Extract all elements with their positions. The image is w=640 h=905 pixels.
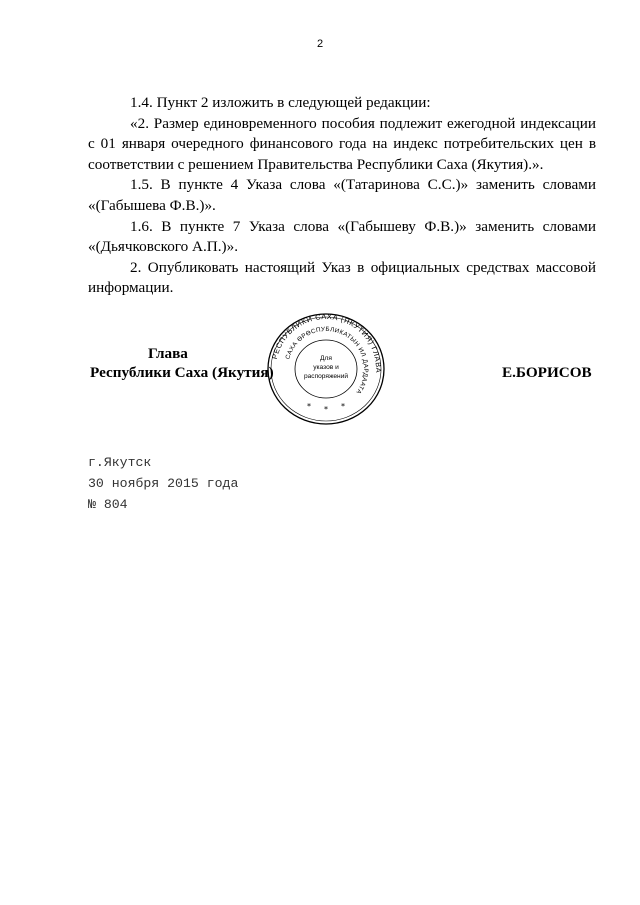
paragraph-1-6: 1.6. В пункте 7 Указа слова «(Габышеву Ф.В.)» заменить словами «(Дьячковского А.П.)».	[88, 217, 596, 256]
seal-center-line2: указов и	[313, 364, 339, 371]
decree-body	[88, 93, 596, 299]
issue-city: г.Якутск	[88, 455, 152, 470]
paragraph-1-5: 1.5. В пункте 4 Указа слова «(Татаринова С.С.)» заменить словами «(Габышева Ф.В.)».	[88, 176, 596, 214]
signatory-title-line2: Республики Саха (Якутия)	[90, 364, 274, 381]
seal-center-line3: распоряжений	[303, 373, 349, 380]
seal-star-right-icon: *	[341, 402, 345, 411]
page-number: 2	[316, 38, 324, 50]
decree-metadata	[88, 452, 238, 515]
seal-star-center-icon: *	[324, 405, 328, 414]
seal-inner-text: САХА ӨРӨСПУБЛИКАТЫН ИЛ ДАРДААТА	[284, 325, 370, 396]
paragraph-2-publish: 2. Опубликовать настоящий Указ в официальных средствах массовой информации.	[88, 258, 596, 297]
official-seal-stamp	[260, 311, 392, 427]
decree-number: № 804	[88, 497, 128, 512]
paragraph-1-4: 1.4. Пункт 2 изложить в следующей редакции:	[130, 94, 431, 111]
issue-date: 30 ноября 2015 года	[88, 476, 239, 491]
signatory-title	[90, 344, 274, 382]
seal-outer-text: РЕСПУБЛИКИ САХА (ЯКУТИЯ) ГЛАВА	[270, 311, 384, 374]
seal-star-left-icon: *	[307, 402, 311, 411]
signatory-name: Е.БОРИСОВ	[502, 364, 592, 381]
paragraph-quote-2: «2. Размер единовременного пособия подлежит ежегодной индексации с 01 января очередного финансового года на индекс потребительских цен в соответствии с решением Правительства Республики Саха (Якутия).».	[88, 114, 596, 173]
seal-center-line1: Для	[320, 355, 332, 362]
signatory-title-line1: Глава	[148, 345, 188, 362]
